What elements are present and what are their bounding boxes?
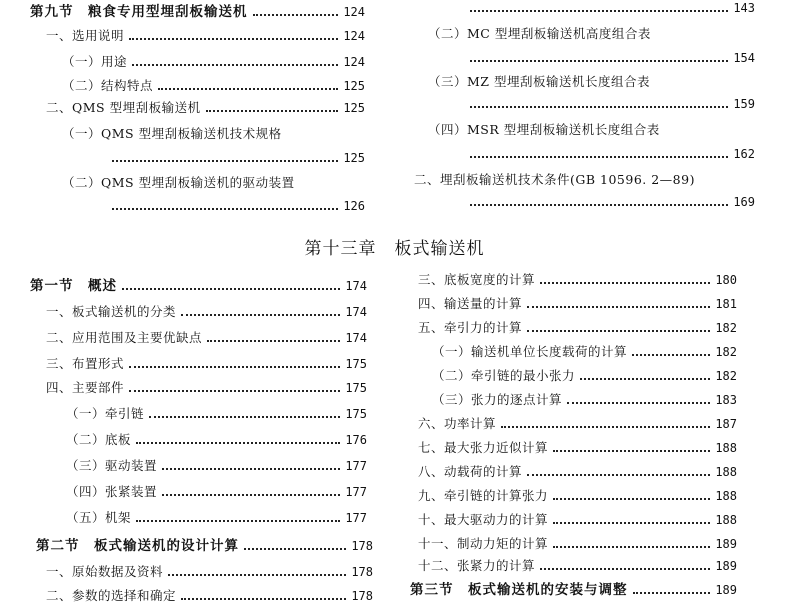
- toc-entry: [66, 458, 367, 474]
- toc-entry-label: 一、原始数据及资料: [46, 564, 164, 579]
- toc-entry-first-line: [414, 172, 695, 188]
- toc-page-number: 180: [715, 273, 737, 287]
- toc-entry-first-line: [428, 122, 660, 138]
- toc-page-number: 125: [343, 101, 365, 115]
- toc-entry-label: 三、底板宽度的计算: [418, 272, 536, 287]
- dot-leader: [168, 574, 346, 576]
- toc-page-number: 189: [715, 537, 737, 551]
- dot-leader: [181, 598, 346, 600]
- toc-page-number: 174: [345, 331, 367, 345]
- toc-entry-continuation: [112, 150, 365, 166]
- toc-entry-label: 第九节 粮食专用型埋刮板输送机: [30, 4, 248, 20]
- toc-entry: [418, 488, 737, 504]
- toc-page-number: 181: [715, 297, 737, 311]
- toc-page-number: 178: [351, 589, 373, 603]
- dot-leader: [527, 306, 710, 308]
- toc-entry: [46, 28, 365, 44]
- toc-page-number: 183: [715, 393, 737, 407]
- toc-entry-label: 七、最大张力近似计算: [418, 440, 549, 455]
- toc-entry-label: 一、板式输送机的分类: [46, 304, 177, 319]
- toc-entry: [418, 512, 737, 528]
- toc-page-number: 188: [715, 441, 737, 455]
- dot-leader: [206, 110, 339, 112]
- toc-entry-label: 十一、制动力矩的计算: [418, 536, 549, 551]
- toc-entry: [418, 416, 737, 432]
- dot-leader: [501, 426, 710, 428]
- toc-entry-label: 十二、张紧力的计算: [418, 558, 536, 573]
- toc-entry-continuation: [470, 96, 755, 112]
- toc-entry-label: 五、牵引力的计算: [418, 320, 523, 335]
- toc-entry: [418, 558, 737, 574]
- toc-entry: [418, 464, 737, 480]
- dot-leader: [553, 498, 710, 500]
- toc-entry-first-line: [428, 74, 650, 90]
- toc-page-number: 125: [343, 79, 365, 93]
- toc-page-number: 177: [345, 459, 367, 473]
- dot-leader: [470, 204, 728, 206]
- dot-leader: [553, 522, 710, 524]
- toc-entry-label: 一、选用说明: [46, 28, 125, 43]
- dot-leader: [540, 568, 710, 570]
- dot-leader: [149, 416, 340, 418]
- toc-entry-continuation: [470, 0, 755, 16]
- toc-entry: [66, 406, 367, 422]
- toc-entry-continuation: [470, 146, 755, 162]
- toc-page-number: 189: [715, 583, 737, 597]
- chapter-number: 第十三章: [304, 239, 377, 259]
- toc-entry-label: （一）牵引链: [66, 406, 145, 421]
- dot-leader: [553, 546, 710, 548]
- toc-entry-label: （二）底板: [66, 432, 132, 447]
- dot-leader: [129, 38, 338, 40]
- dot-leader: [129, 366, 340, 368]
- dot-leader: [136, 520, 340, 522]
- dot-leader: [207, 340, 340, 342]
- toc-page-number: 125: [343, 151, 365, 165]
- toc-entry: [36, 538, 373, 554]
- toc-page-number: 177: [345, 485, 367, 499]
- toc-entry: [66, 484, 367, 500]
- toc-entry-label: 三、布置形式: [46, 356, 125, 371]
- dot-leader: [580, 378, 710, 380]
- toc-entry-label: 九、牵引链的计算张力: [418, 488, 549, 503]
- toc-page-number: 188: [715, 489, 737, 503]
- toc-entry-continuation: [470, 50, 755, 66]
- toc-entry: [46, 564, 373, 580]
- toc-entry: [418, 320, 737, 336]
- toc-entry: [418, 536, 737, 552]
- toc-entry: [30, 278, 367, 294]
- toc-entry: [432, 392, 737, 408]
- toc-entry-label: （五）机架: [66, 510, 132, 525]
- dot-leader: [253, 14, 339, 16]
- toc-entry-label: 第三节 板式输送机的安装与调整: [410, 582, 628, 598]
- dot-leader: [122, 288, 340, 290]
- dot-leader: [158, 88, 338, 90]
- toc-entry: [46, 100, 365, 116]
- dot-leader: [527, 474, 710, 476]
- toc-entry: [410, 582, 737, 598]
- toc-entry: [46, 588, 373, 604]
- toc-entry: [66, 432, 367, 448]
- toc-page-number: 182: [715, 321, 737, 335]
- toc-entry-label: （一）输送机单位长度载荷的计算: [432, 344, 628, 359]
- chapter-heading: [0, 234, 789, 259]
- toc-entry-label: （二）QMS 型埋刮板输送机的驱动装置: [62, 175, 295, 190]
- toc-page-number: 189: [715, 559, 737, 573]
- toc-page-number: 143: [733, 1, 755, 15]
- toc-page-number: 124: [343, 5, 365, 19]
- toc-entry-label: （二）结构特点: [62, 78, 154, 93]
- dot-leader: [632, 354, 710, 356]
- toc-entry-label: （二）MC 型埋刮板输送机高度组合表: [428, 26, 651, 41]
- toc-page-number: 162: [733, 147, 755, 161]
- toc-entry-label: （一）用途: [62, 54, 128, 69]
- dot-leader: [470, 10, 728, 12]
- toc-entry-label: 二、QMS 型埋刮板输送机: [46, 100, 201, 115]
- toc-entry-label: 二、应用范围及主要优缺点: [46, 330, 203, 345]
- toc-page-number: 178: [351, 565, 373, 579]
- toc-page-number: 182: [715, 345, 737, 359]
- toc-entry-label: 六、功率计算: [418, 416, 497, 431]
- toc-entry: [432, 344, 737, 360]
- toc-page-number: 177: [345, 511, 367, 525]
- dot-leader: [470, 106, 728, 108]
- toc-page-number: 187: [715, 417, 737, 431]
- dot-leader: [527, 330, 710, 332]
- toc-entry-label: （四）张紧装置: [66, 484, 158, 499]
- dot-leader: [470, 60, 728, 62]
- toc-entry: [66, 510, 367, 526]
- toc-page-number: 182: [715, 369, 737, 383]
- dot-leader: [129, 390, 340, 392]
- toc-entry-label: （三）MZ 型埋刮板输送机长度组合表: [428, 74, 650, 89]
- toc-entry-first-line: [62, 126, 282, 142]
- toc-entry: [418, 440, 737, 456]
- toc-entry-label: 二、埋刮板输送机技术条件(GB 10596. 2—89): [414, 172, 695, 187]
- toc-entry: [62, 78, 365, 94]
- dot-leader: [633, 592, 711, 594]
- toc-entry: [46, 380, 367, 396]
- toc-page-number: 154: [733, 51, 755, 65]
- toc-entry: [46, 330, 367, 346]
- dot-leader: [567, 402, 710, 404]
- toc-entry: [46, 304, 367, 320]
- toc-entry: [46, 356, 367, 372]
- toc-entry: [30, 4, 365, 20]
- toc-entry-label: 第二节 板式输送机的设计计算: [36, 538, 239, 554]
- dot-leader: [553, 450, 710, 452]
- dot-leader: [112, 208, 338, 210]
- dot-leader: [244, 548, 346, 550]
- toc-page-number: 174: [345, 305, 367, 319]
- toc-entry: [62, 54, 365, 70]
- toc-entry-label: 二、参数的选择和确定: [46, 588, 177, 603]
- toc-page-number: 159: [733, 97, 755, 111]
- toc-entry-continuation: [112, 198, 365, 214]
- toc-entry-label: （一）QMS 型埋刮板输送机技术规格: [62, 126, 282, 141]
- dot-leader: [136, 442, 340, 444]
- toc-page-number: 175: [345, 357, 367, 371]
- toc-page-number: 126: [343, 199, 365, 213]
- toc-entry: [418, 296, 737, 312]
- toc-page-number: 175: [345, 407, 367, 421]
- toc-entry-label: 十、最大驱动力的计算: [418, 512, 549, 527]
- toc-page-number: 188: [715, 513, 737, 527]
- toc-entry-label: （二）牵引链的最小张力: [432, 368, 576, 383]
- toc-entry-label: 第一节 概述: [30, 278, 117, 294]
- toc-page-number: 174: [345, 279, 367, 293]
- dot-leader: [470, 156, 728, 158]
- toc-page-number: 188: [715, 465, 737, 479]
- toc-page-number: 175: [345, 381, 367, 395]
- toc-page-number: 124: [343, 55, 365, 69]
- toc-page-number: 169: [733, 195, 755, 209]
- toc-entry-continuation: [470, 194, 755, 210]
- toc-entry-label: 四、主要部件: [46, 380, 125, 395]
- dot-leader: [162, 468, 340, 470]
- toc-page-number: 176: [345, 433, 367, 447]
- toc-entry-label: （三）驱动装置: [66, 458, 158, 473]
- dot-leader: [162, 494, 340, 496]
- toc-entry-label: （四）MSR 型埋刮板输送机长度组合表: [428, 122, 660, 137]
- dot-leader: [132, 64, 338, 66]
- toc-entry-label: 八、动载荷的计算: [418, 464, 523, 479]
- toc-entry: [418, 272, 737, 288]
- toc-entry-first-line: [428, 26, 651, 42]
- dot-leader: [181, 314, 340, 316]
- toc-page-number: 124: [343, 29, 365, 43]
- toc-entry: [432, 368, 737, 384]
- chapter-title: 板式输送机: [394, 239, 485, 259]
- dot-leader: [112, 160, 338, 162]
- toc-entry-label: （三）张力的逐点计算: [432, 392, 563, 407]
- dot-leader: [540, 282, 710, 284]
- toc-page-number: 178: [351, 539, 373, 553]
- toc-entry-label: 四、输送量的计算: [418, 296, 523, 311]
- toc-entry-first-line: [62, 175, 295, 191]
